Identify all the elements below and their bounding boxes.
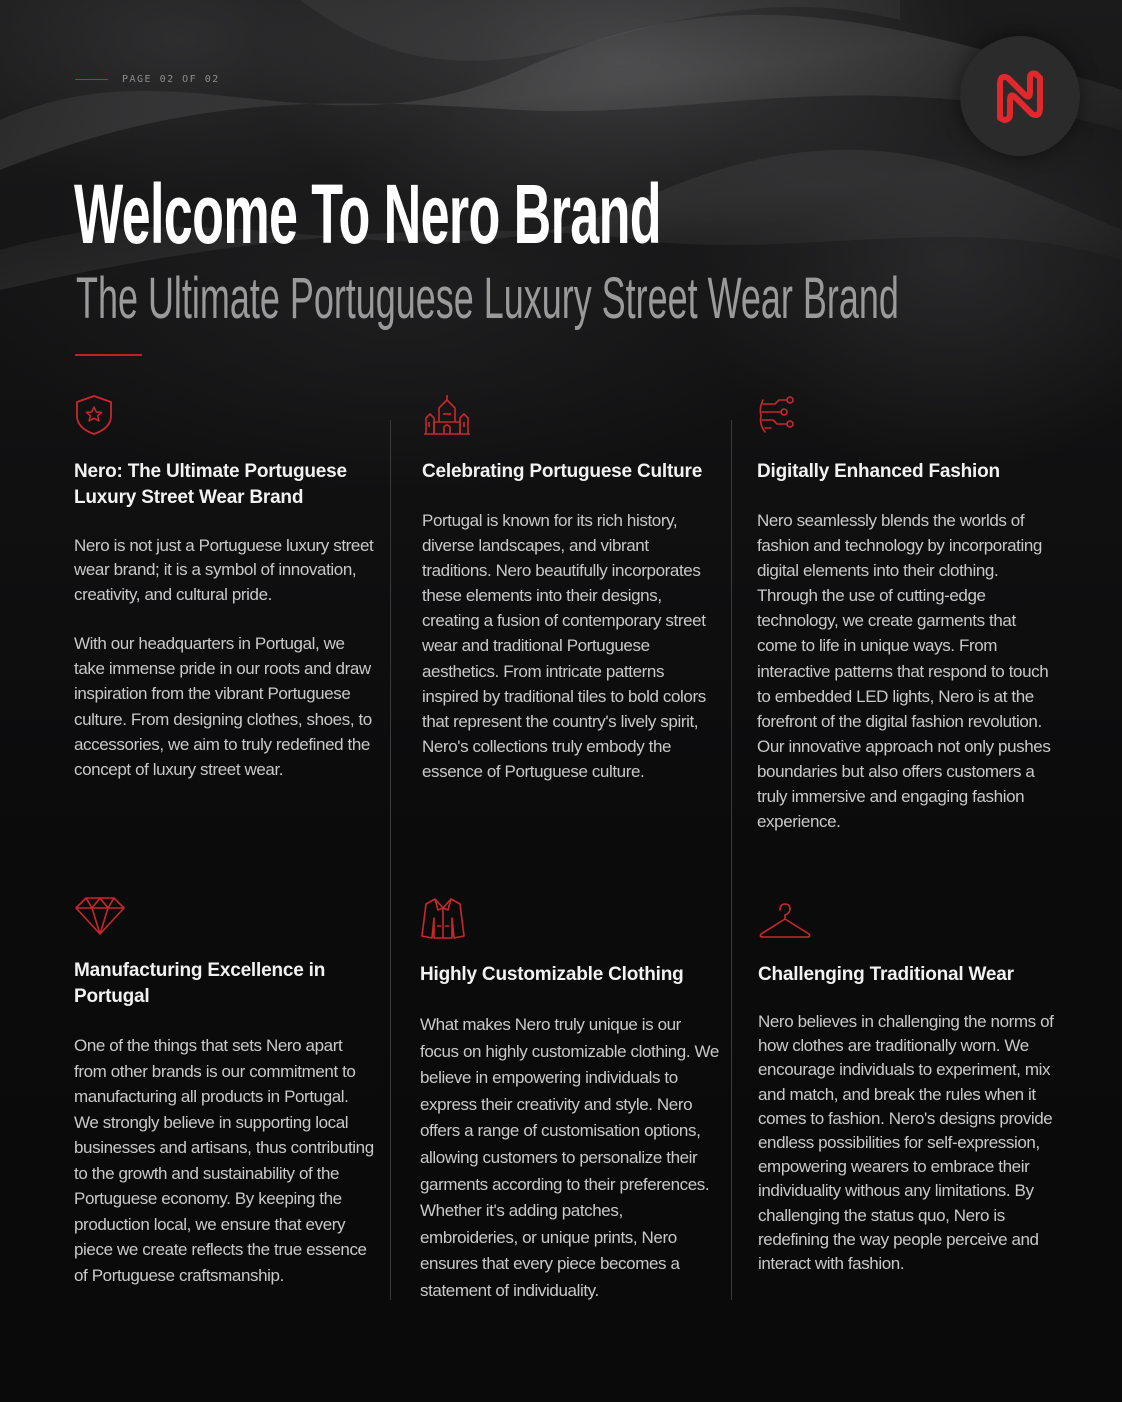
circuit-icon [757,394,797,436]
page-marker-text: PAGE 02 OF 02 [122,74,220,85]
castle-icon [422,394,472,436]
nero-n-logo-icon [994,68,1046,124]
section-heading: Nero: The Ultimate Portuguese Luxury Street Wear Brand [74,461,347,508]
diamond-icon [74,896,126,936]
section-paragraph: One of the things that sets Nero apart from other brands is our commitment to manufacturing all products in Portugal. We strongly believe in supporting local businesses and artisans, thus contributing to the growth and sustainability of the Portuguese economy. By keeping the production local, we ensure that every piece we create reflects the true essence of Portuguese craftsmanship. [74,1036,374,1285]
section-paragraph: Nero believes in challenging the norms of how clothes are traditionally worn. We encourage individuals to experiment, mix and match, and break the rules when it comes to fashion. Nero's designs provide endless possibilities for self-expression, empowering wearers to embrace their individuality withous any limitations. By challenging the status quo, Nero is redefining the way people perceive and interact with fashion. [758,1012,1054,1274]
title-divider [75,354,142,356]
section-customizable [420,896,720,1305]
section-heading: Digitally Enhanced Fashion [757,461,1000,482]
section-challenging [758,900,1058,1276]
hanger-icon [758,900,812,940]
brand-logo [960,36,1080,156]
column-divider [731,420,732,1300]
page-marker-line [75,79,108,80]
column-divider [390,420,391,1300]
section-heading: Manufacturing Excellence in Portugal [74,960,326,1007]
section-manufacturing [74,896,374,1288]
page-subtitle: The Ultimate Portuguese Luxury Street Wear Brand [76,266,899,331]
section-brand [74,394,374,783]
section-paragraph: With our headquarters in Portugal, we take immense pride in our roots and draw inspiration from the vibrant Portuguese culture. From designing clothes, shoes, to accessories, we aim to truly redefined the concept of luxury street wear. [74,633,372,780]
section-heading: Challenging Traditional Wear [758,964,1014,985]
section-digital [757,394,1057,834]
page-title: Welcome To Nero Brand [74,167,661,261]
section-culture [422,394,717,784]
section-paragraph: Nero seamlessly blends the worlds of fashion and technology by incorporating digital elements into their clothing. Through the use of cutting-edge technology, we create garments that come to life in unique ways. From interactive patterns that respond to touch to embedded LED lights, Nero is at the forefront of the digital fashion revolution. Our innovative approach not only pushes boundaries but also offers customers a truly immersive and engaging fashion experience. [757,511,1051,832]
section-paragraph: Portugal is known for its rich history, diverse landscapes, and vibrant traditions. Nero beautifully incorporates these elements into their designs, creating a fusion of contemporary street wear and traditional Portuguese aesthetics. From intricate patterns inspired by traditional tiles to bold colors that represent the country's lively spirit, Nero's collections truly embody the essence of Portuguese culture. [422,511,706,781]
page-marker [75,74,220,85]
jacket-icon [420,896,466,940]
shield-star-icon [74,394,114,436]
section-heading: Celebrating Portuguese Culture [422,461,703,482]
section-paragraph: Nero is not just a Portuguese luxury street wear brand; it is a symbol of innovation, creativity, and cultural pride. [74,536,374,604]
section-heading: Highly Customizable Clothing [420,964,684,985]
section-paragraph: What makes Nero truly unique is our focus on highly customizable clothing. We believe in empowering individuals to express their creativity and style. Nero offers a range of customisation options, allowing customers to personalize their garments according to their preferences. Whether it's adding patches, embroideries, or unique prints, Nero ensures that every piece becomes a statement of individuality. [420,1015,719,1300]
